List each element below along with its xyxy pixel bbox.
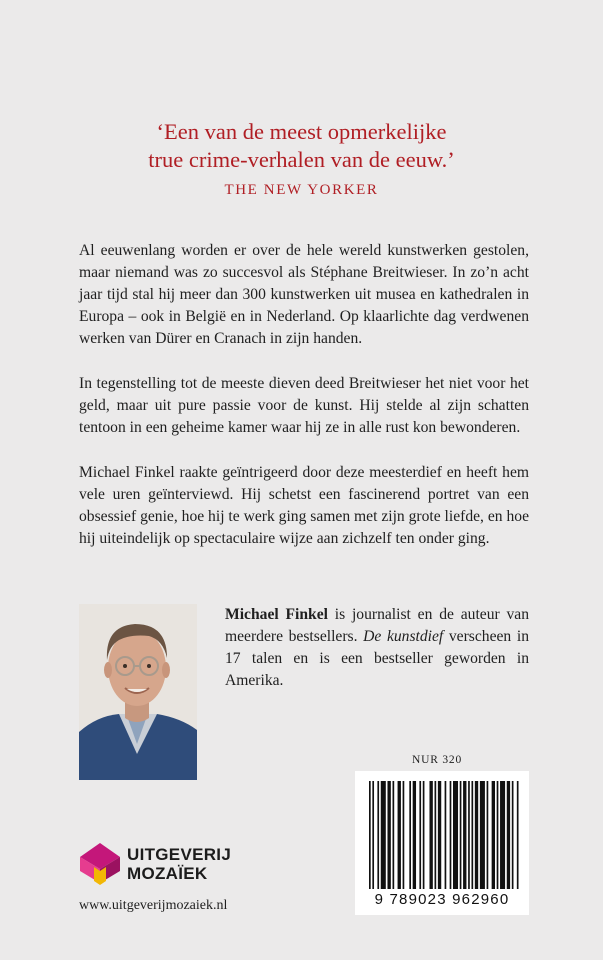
- publisher-name: [127, 845, 231, 883]
- barcode-bar: [372, 781, 374, 889]
- publisher-logo-icon: [78, 841, 122, 885]
- barcode-bar: [381, 781, 386, 889]
- quote-line-2: true crime-verhalen van de eeuw.’: [148, 147, 455, 172]
- quote-line-1: ‘Een van de meest opmerkelijke: [156, 119, 447, 144]
- publisher-name-line-2: MOZAÏEK: [127, 864, 208, 883]
- author-bio: [225, 604, 529, 692]
- barcode-bar: [480, 781, 485, 889]
- barcode-bar: [453, 781, 458, 889]
- barcode-bar: [387, 781, 390, 889]
- barcode-bar: [429, 781, 432, 889]
- blurb-paragraph-3: Michael Finkel raakte geïntrigeerd door deze meesterdief en heeft hem vele uren geïnterviewd. Hij schetst een fascinerend portret van een obsessief genie, hoe hij te werk ging samen met zijn grote liefde, en hoe hij uiteindelijk op spectaculaire wijze aan zichzelf ten onder ging.: [79, 464, 529, 547]
- barcode-bar: [393, 781, 395, 889]
- barcode-bar: [450, 781, 452, 889]
- barcode-bar: [403, 781, 405, 889]
- blurb-paragraph-1: Al eeuwenlang worden er over de hele wereld kunstwerken gestolen, maar niemand was zo succesvol als Stéphane Breitwieser. In zo’n acht jaar tijd stal hij meer dan 300 kunstwerken uit musea en kathedralen in Europa – ook in België en in Nederland. Op klaarlichte dag verdwenen werken van Dürer en Cranach in zijn handen.: [79, 242, 529, 347]
- barcode-bar: [475, 781, 478, 889]
- barcode-bar: [438, 781, 441, 889]
- barcode-bar: [445, 781, 447, 889]
- barcode-bar: [377, 781, 379, 889]
- author-name: Michael Finkel: [225, 606, 328, 623]
- barcode-bar: [512, 781, 514, 889]
- barcode-bar: [471, 781, 473, 889]
- barcode-bar: [497, 781, 499, 889]
- barcode-bar: [435, 781, 437, 889]
- barcode-bar: [413, 781, 416, 889]
- isbn-barcode: [355, 771, 529, 915]
- barcode-bar: [517, 781, 519, 889]
- publisher-url[interactable]: www.uitgeverijmozaiek.nl: [79, 898, 228, 913]
- barcode-bar: [463, 781, 466, 889]
- barcode-bar: [423, 781, 425, 889]
- author-bio-part-1: is journalist en de auteur van meerdere bestsellers.: [225, 606, 530, 645]
- barcode-bar: [369, 781, 371, 889]
- publisher-name-line-1: UITGEVERIJ: [127, 845, 232, 864]
- barcode-bar: [507, 781, 510, 889]
- barcode-bar: [492, 781, 495, 889]
- quote-source: THE NEW YORKER: [224, 182, 379, 198]
- review-quote: [0, 118, 603, 174]
- barcode-bar: [500, 781, 505, 889]
- barcode-bar: [409, 781, 411, 889]
- barcode-bar: [487, 781, 489, 889]
- author-bio-part-2: verscheen in 17 talen en is een bestseller geworden in Amerika.: [225, 628, 529, 689]
- barcode-bar: [468, 781, 470, 889]
- nur-code: NUR 320: [412, 754, 463, 766]
- author-photo: [79, 604, 197, 780]
- barcode-bar: [419, 781, 421, 889]
- barcode-bar: [398, 781, 401, 889]
- blurb-paragraph-2: In tegenstelling tot de meeste dieven deed Breitwieser het niet voor het geld, maar uit pure passie voor de kunst. Hij stelde al zijn schatten tentoon in een geheime kamer waar hij ze in alle rust kon bewonderen.: [79, 375, 529, 436]
- book-title: De kunstdief: [363, 628, 444, 645]
- barcode-bar: [460, 781, 462, 889]
- isbn-number: 9 789023 962960: [374, 891, 510, 908]
